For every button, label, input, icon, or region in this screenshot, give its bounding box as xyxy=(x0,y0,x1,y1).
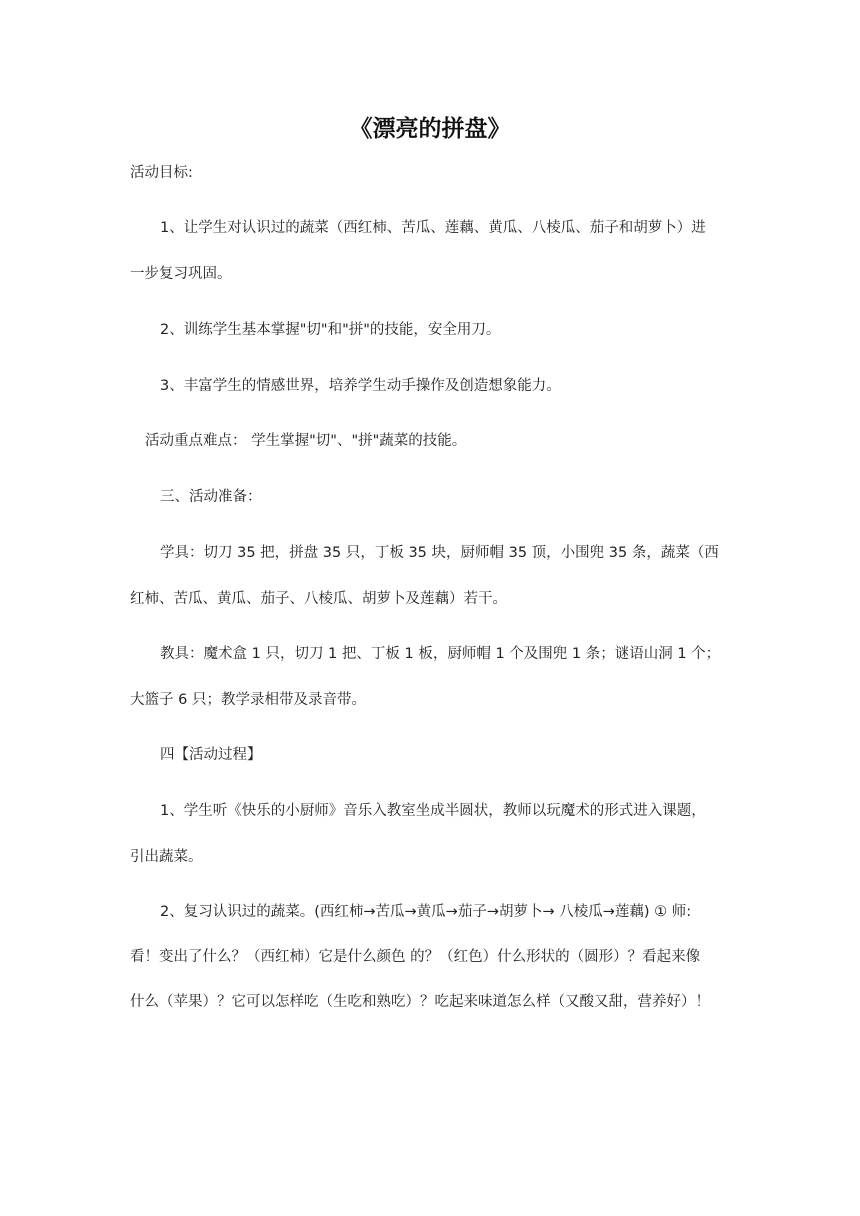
paragraph-line: 学具：切刀 35 把，拼盘 35 只，丁板 35 块，厨师帽 35 顶，小围兜 35 条，蔬菜（西 xyxy=(160,545,719,561)
paragraph-line: 什么（苹果）？它可以怎样吃（生吃和熟吃）？吃起来味道怎么样（又酸又甜，营养好）！ xyxy=(130,994,710,1010)
paragraph-line-key-points: 活动重点难点： 学生掌握"切"、"拼"蔬菜的技能。 xyxy=(145,433,467,449)
section-heading-goals: 活动目标: xyxy=(130,165,193,181)
paragraph-line: 教具：魔术盒 1 只，切刀 1 把、丁板 1 板，厨师帽 1 个及围兜 1 条；谜语山洞 1 个； xyxy=(160,646,721,662)
paragraph-line: 2、复习认识过的蔬菜。(西红柿→苦瓜→黄瓜→茄子→胡萝卜→ 八棱瓜→莲藕) ① 师: xyxy=(160,904,692,920)
paragraph-line: 引出蔬菜。 xyxy=(130,849,203,865)
paragraph-line: 1、让学生对认识过的蔬菜（西红柿、苦瓜、莲藕、黄瓜、八棱瓜、茄子和胡萝卜）进 xyxy=(160,220,706,236)
paragraph-line: 红柿、苦瓜、黄瓜、茄子、八棱瓜、胡萝卜及莲藕）若干。 xyxy=(130,591,507,607)
document-title: 《漂亮的拼盘》 xyxy=(349,116,511,142)
section-heading-preparation: 三、活动准备： xyxy=(160,489,262,505)
paragraph-line: 大篮子 6 只；教学录相带及录音带。 xyxy=(130,692,366,708)
paragraph-line: 3、丰富学生的情感世界，培养学生动手操作及创造想象能力。 xyxy=(160,378,561,394)
section-heading-process: 四【活动过程】 xyxy=(160,747,262,763)
paragraph-line: 2、训练学生基本掌握"切"和"拼"的技能，安全用刀。 xyxy=(160,322,501,338)
paragraph-line: 1、学生听《快乐的小厨师》音乐入教室坐成半圆状，教师以玩魔术的形式进入课题， xyxy=(160,803,706,819)
paragraph-line: 一步复习巩固。 xyxy=(130,266,232,282)
paragraph-line: 看！变出了什么？（西红柿）它是什么颜色 的？（红色）什么形状的（圆形）？看起来像 xyxy=(130,949,701,965)
